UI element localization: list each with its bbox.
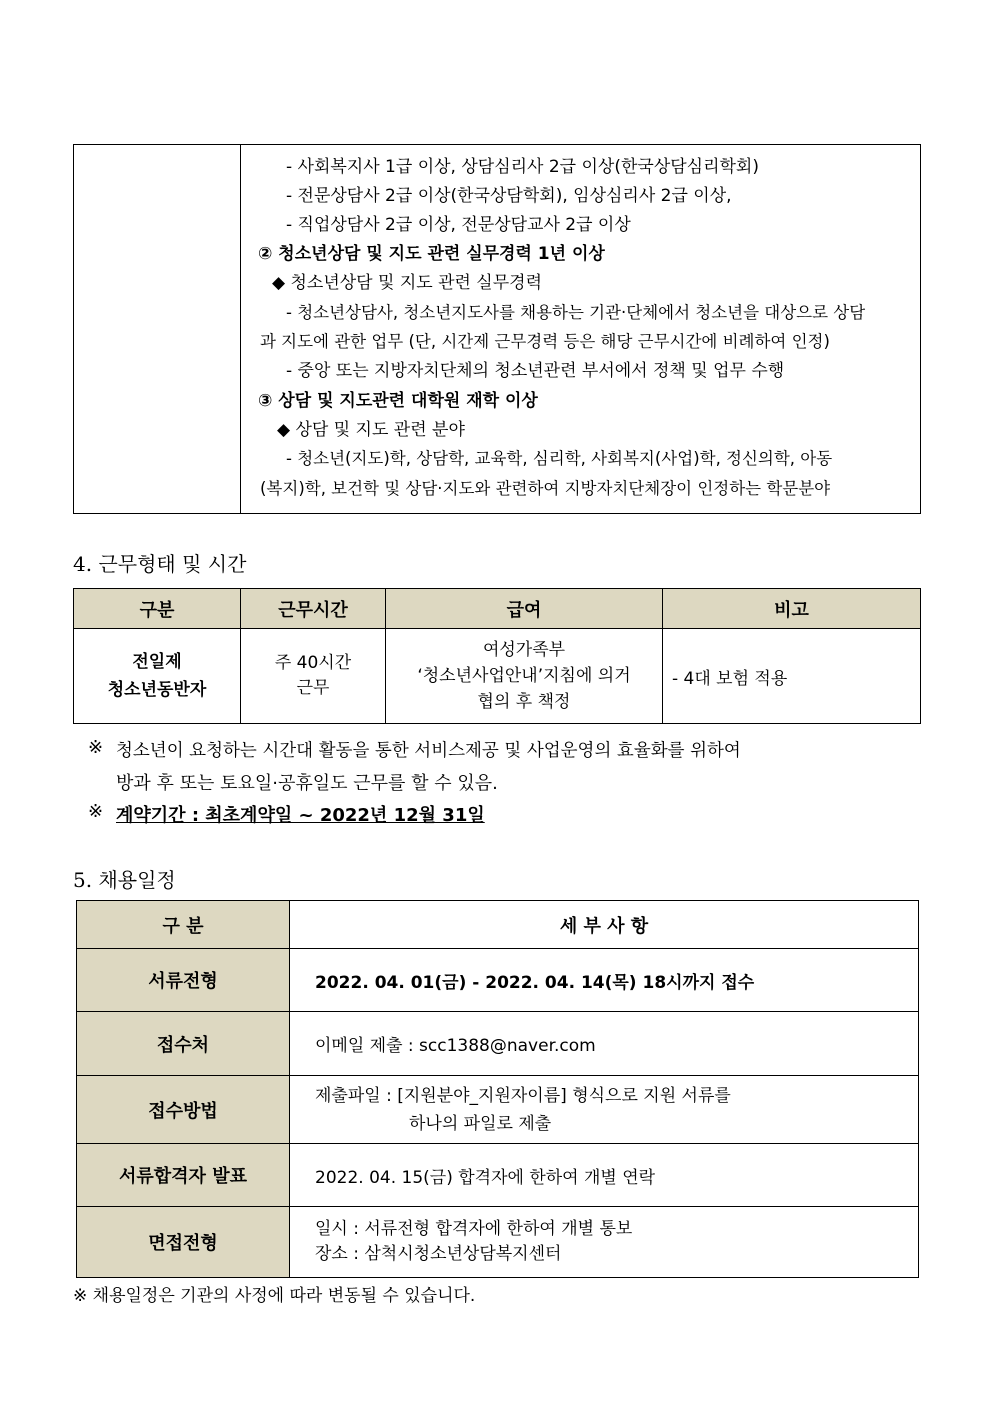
row-label: 접수방법 bbox=[77, 1076, 290, 1144]
qual-heading: ② 청소년상담 및 지도 관련 실무경력 1년 이상 bbox=[258, 244, 605, 264]
row-label: 면접전형 bbox=[77, 1207, 290, 1278]
header-note: 비고 bbox=[663, 589, 921, 629]
cell-pay bbox=[386, 629, 663, 724]
qualification-table bbox=[73, 144, 921, 514]
qual-line: - 청소년(지도)학, 상담학, 교육학, 심리학, 사회복지(사업)학, 정신의학, 아동 bbox=[286, 449, 833, 468]
pay-line: ‘청소년사업안내’지침에 의거 bbox=[417, 666, 631, 686]
row-detail bbox=[290, 1076, 919, 1144]
type-line: 청소년동반자 bbox=[107, 680, 207, 700]
qual-heading: ③ 상담 및 지도관련 대학원 재학 이상 bbox=[258, 391, 538, 411]
row-label: 서류합격자 발표 bbox=[77, 1144, 290, 1207]
qual-line: 과 지도에 관한 업무 (단, 시간제 근무경력 등은 해당 근무시간에 비례하여 인정) bbox=[260, 332, 830, 351]
table-divider bbox=[240, 145, 241, 513]
work-type-table bbox=[73, 588, 921, 724]
qual-subheading: ◆ 상담 및 지도 관련 분야 bbox=[277, 420, 465, 440]
row-detail bbox=[290, 949, 919, 1012]
pay-line: 여성가족부 bbox=[482, 640, 566, 660]
header-type: 구분 bbox=[74, 589, 241, 629]
qual-line: - 중앙 또는 지방자치단체의 청소년관련 부서에서 정책 및 업무 수행 bbox=[286, 361, 785, 381]
detail-line: 일시 : 서류전형 합격자에 한하여 개별 통보 bbox=[315, 1219, 633, 1239]
cell-type bbox=[74, 629, 241, 724]
schedule-table bbox=[76, 900, 919, 1278]
detail-line: 2022. 04. 01(금) - 2022. 04. 14(목) 18시까지 접수 bbox=[315, 972, 755, 993]
type-line: 전일제 bbox=[132, 652, 182, 672]
remark-text: 청소년이 요청하는 시간대 활동을 통한 서비스제공 및 사업운영의 효율화를 위하여 bbox=[116, 741, 741, 761]
row-label: 서류전형 bbox=[77, 949, 290, 1012]
qual-line: - 직업상담사 2급 이상, 전문상담교사 2급 이상 bbox=[286, 215, 631, 235]
detail-line: 하나의 파일로 제출 bbox=[409, 1113, 552, 1134]
header-label: 구 분 bbox=[77, 901, 290, 949]
qual-line: (복지)학, 보건학 및 상담·지도와 관련하여 지방자치단체장이 인정하는 학문분야 bbox=[260, 479, 831, 498]
pay-line: 협의 후 책정 bbox=[477, 692, 571, 712]
hours-line: 주 40시간 bbox=[274, 653, 352, 673]
header-pay: 급여 bbox=[386, 589, 663, 629]
detail-line: 이메일 제출 : scc1388@naver.com bbox=[315, 1036, 596, 1056]
row-detail bbox=[290, 1207, 919, 1278]
hours-line: 근무 bbox=[296, 678, 330, 698]
section-4-title: 4. 근무형태 및 시간 bbox=[73, 552, 247, 576]
qual-subheading: ◆ 청소년상담 및 지도 관련 실무경력 bbox=[272, 273, 543, 293]
section-5-title: 5. 채용일정 bbox=[73, 868, 176, 892]
contract-mark: ※ bbox=[88, 801, 104, 822]
header-hours: 근무시간 bbox=[241, 589, 386, 629]
schedule-footnote: ※ 채용일정은 기관의 사정에 따라 변동될 수 있습니다. bbox=[73, 1286, 476, 1306]
header-detail: 세 부 사 항 bbox=[290, 901, 919, 949]
row-detail bbox=[290, 1144, 919, 1207]
contract-period: 계약기간 : 최초계약일 ~ 2022년 12월 31일 bbox=[116, 805, 485, 826]
cell-hours bbox=[241, 629, 386, 724]
detail-line: 2022. 04. 15(금) 합격자에 한하여 개별 연락 bbox=[315, 1167, 656, 1188]
detail-line: 제출파일 : [지원분야_지원자이름] 형식으로 지원 서류를 bbox=[315, 1085, 731, 1106]
cell-note: - 4대 보험 적용 bbox=[663, 629, 921, 724]
qual-line: - 전문상담사 2급 이상(한국상담학회), 임상심리사 2급 이상, bbox=[286, 186, 732, 206]
remark-text: 방과 후 또는 토요일·공휴일도 근무를 할 수 있음. bbox=[116, 773, 498, 794]
remark-mark: ※ bbox=[88, 737, 104, 758]
qual-line: - 사회복지사 1급 이상, 상담심리사 2급 이상(한국상담심리학회) bbox=[286, 157, 759, 177]
detail-line: 장소 : 삼척시청소년상담복지센터 bbox=[315, 1244, 562, 1264]
row-label: 접수처 bbox=[77, 1012, 290, 1076]
qual-line: - 청소년상담사, 청소년지도사를 채용하는 기관·단체에서 청소년을 대상으로 상담 bbox=[286, 303, 866, 322]
row-detail bbox=[290, 1012, 919, 1076]
